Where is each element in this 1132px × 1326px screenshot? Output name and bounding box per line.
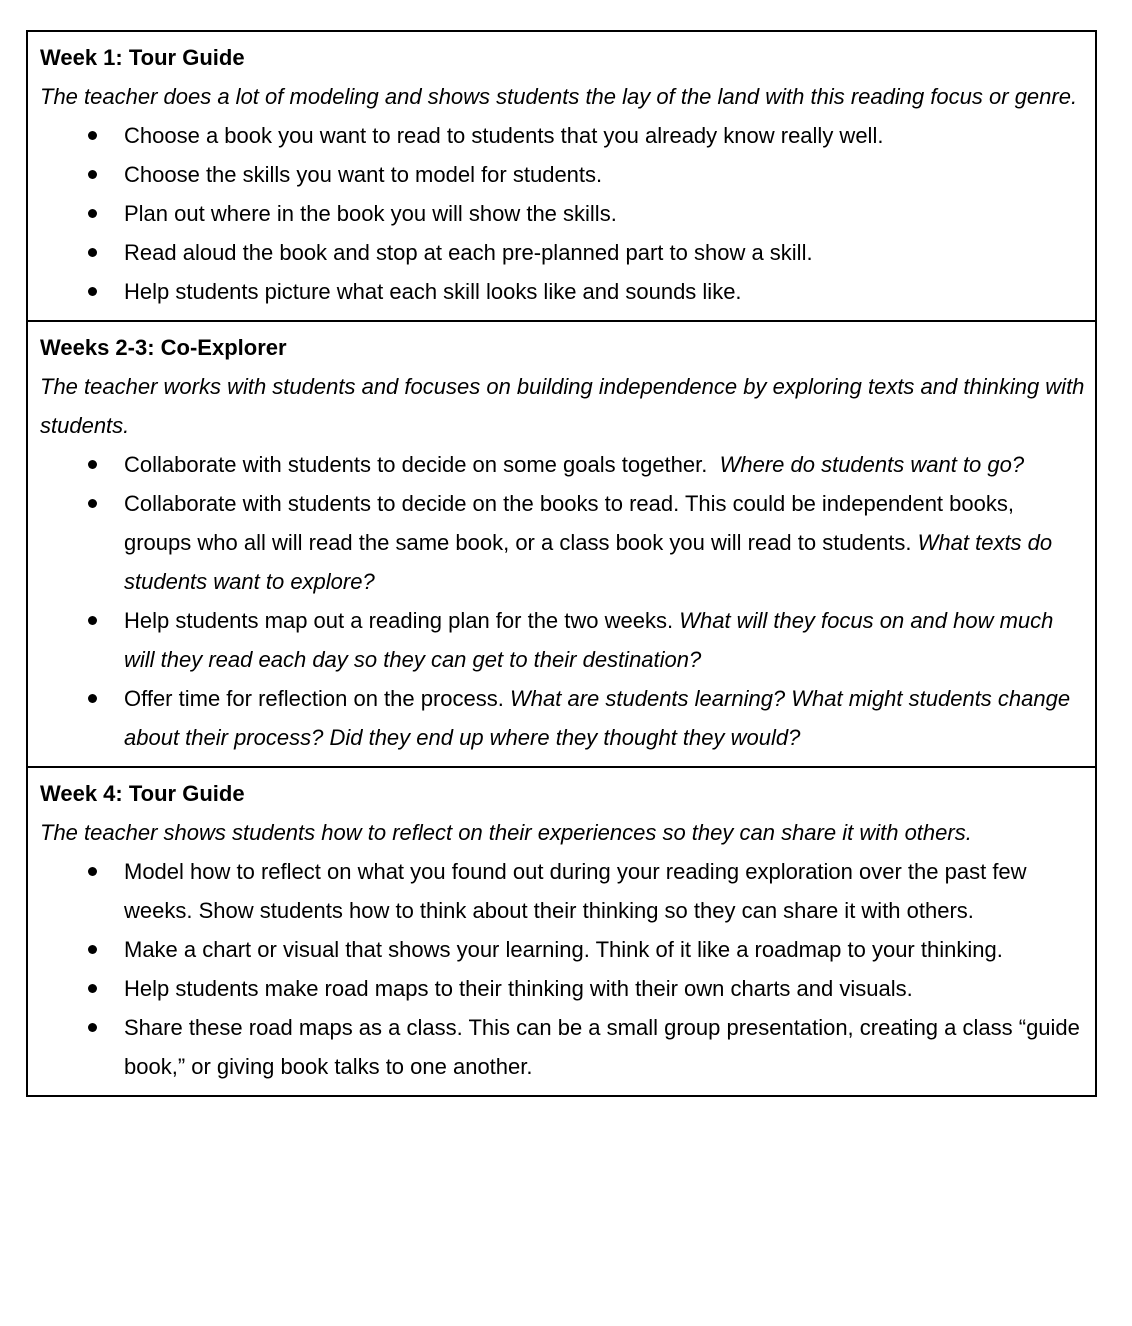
bullet-list	[40, 116, 1085, 311]
section-heading: Week 4: Tour Guide	[40, 781, 245, 806]
bullet-text: Plan out where in the book you will show the skills.	[124, 201, 617, 226]
section-heading: Weeks 2-3: Co-Explorer	[40, 335, 287, 360]
bullet-text: Share these road maps as a class. This can be a small group presentation, creating a class “guide book,” or giving book talks to one another.	[124, 1015, 1087, 1079]
list-item	[40, 679, 1085, 757]
bullet-icon	[88, 984, 97, 993]
bullet-text: Collaborate with students to decide on the books to read. This could be independent books, groups who all will read the same book, or a class book you will read to students. What texts do students want to explore?	[124, 491, 1059, 594]
list-item	[40, 116, 1085, 155]
bullet-text: Collaborate with students to decide on some goals together. Where do students want to go?	[124, 452, 1025, 477]
bullet-icon	[88, 170, 97, 179]
bullet-list	[40, 445, 1085, 757]
list-item	[40, 852, 1085, 930]
bullet-icon	[88, 131, 97, 140]
list-item	[40, 155, 1085, 194]
section-description: The teacher does a lot of modeling and shows students the lay of the land with this reading focus or genre.	[40, 84, 1078, 109]
bullet-icon	[88, 694, 97, 703]
list-item	[40, 194, 1085, 233]
bullet-icon	[88, 248, 97, 257]
reading-plan-table	[26, 30, 1097, 1097]
bullet-icon	[88, 499, 97, 508]
bullet-icon	[88, 209, 97, 218]
section-description: The teacher works with students and focuses on building independence by exploring texts and thinking with students.	[40, 374, 1085, 438]
bullet-text: Help students picture what each skill looks like and sounds like.	[124, 279, 742, 304]
bullet-text: Read aloud the book and stop at each pre-planned part to show a skill.	[124, 240, 813, 265]
section-description: The teacher shows students how to reflect on their experiences so they can share it with others.	[40, 820, 972, 845]
list-item	[40, 445, 1085, 484]
bullet-text: Make a chart or visual that shows your learning. Think of it like a roadmap to your thinking.	[124, 937, 1003, 962]
bullet-text: Offer time for reflection on the process. What are students learning? What might students change about their process? Did they end up where they thought they would?	[124, 686, 1077, 750]
bullet-text: Help students make road maps to their thinking with their own charts and visuals.	[124, 976, 913, 1001]
bullet-icon	[88, 867, 97, 876]
list-item	[40, 930, 1085, 969]
list-item	[40, 969, 1085, 1008]
list-item	[40, 484, 1085, 601]
section-heading: Week 1: Tour Guide	[40, 45, 245, 70]
bullet-text: Model how to reflect on what you found out during your reading exploration over the past few weeks. Show students how to think about their thinking so they can share it with others.	[124, 859, 1033, 923]
list-item	[40, 601, 1085, 679]
bullet-icon	[88, 287, 97, 296]
bullet-text: Help students map out a reading plan for the two weeks. What will they focus on and how much will they read each day so they can get to their destination?	[124, 608, 1060, 672]
section-weeks-2-3	[28, 320, 1095, 766]
bullet-icon	[88, 1023, 97, 1032]
section-week-1	[28, 32, 1095, 320]
list-item	[40, 1008, 1085, 1086]
section-week-4	[28, 766, 1095, 1095]
list-item	[40, 272, 1085, 311]
bullet-icon	[88, 945, 97, 954]
bullet-text: Choose a book you want to read to students that you already know really well.	[124, 123, 884, 148]
bullet-text: Choose the skills you want to model for students.	[124, 162, 603, 187]
bullet-icon	[88, 460, 97, 469]
bullet-icon	[88, 616, 97, 625]
list-item	[40, 233, 1085, 272]
bullet-list	[40, 852, 1085, 1086]
